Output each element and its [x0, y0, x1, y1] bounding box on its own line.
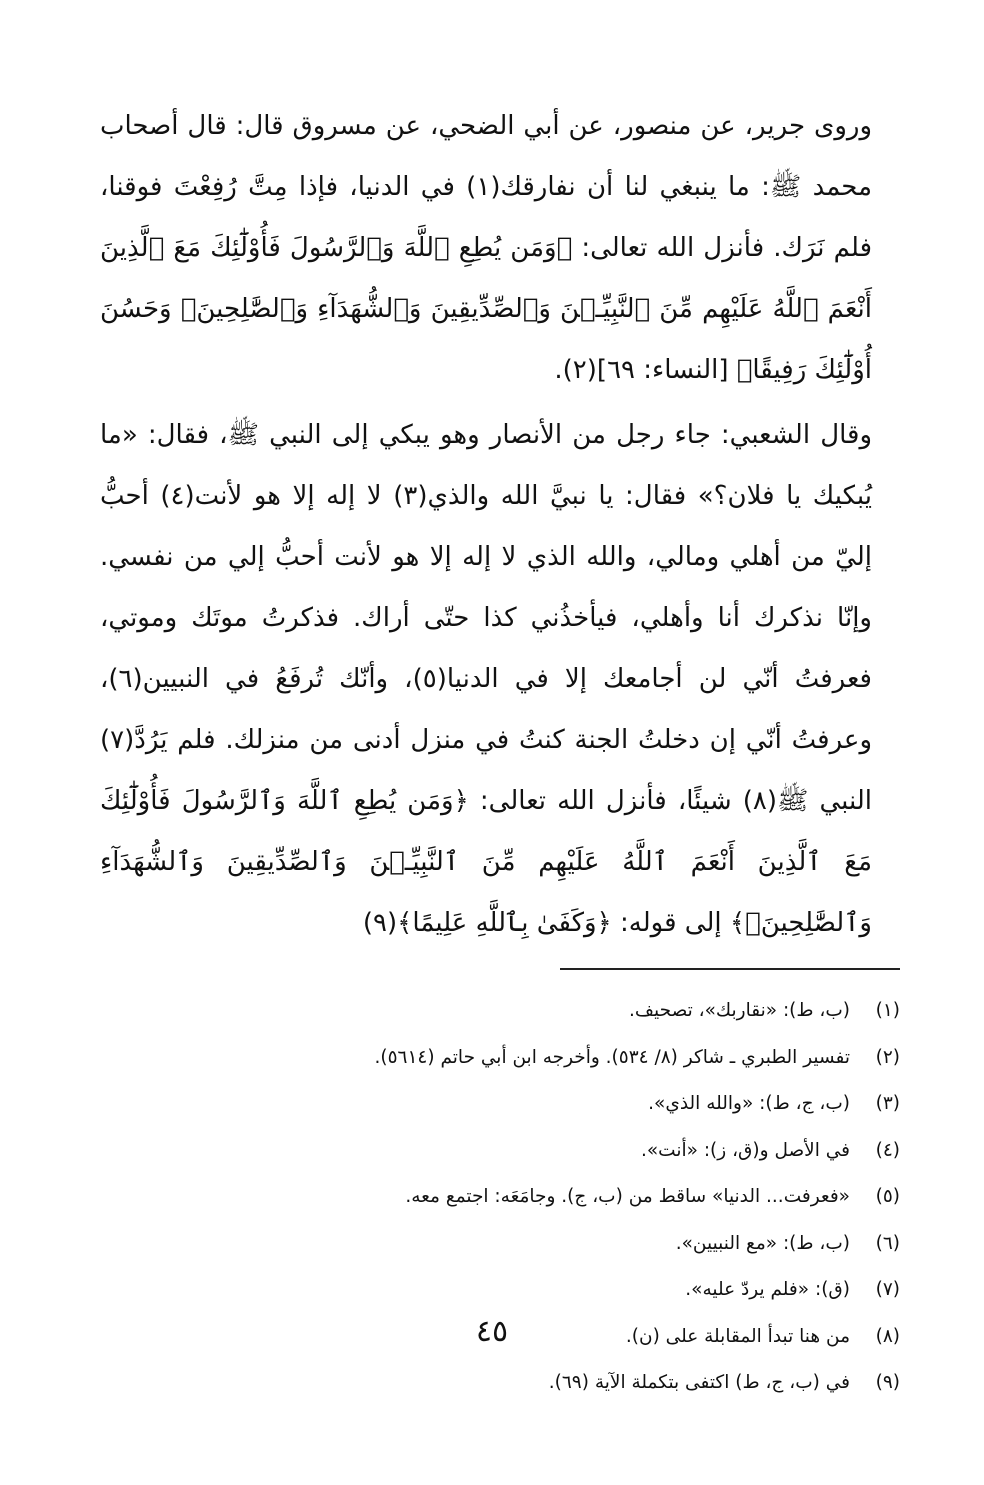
footnote-text: (ب، ط): «مع النبيين».: [675, 1232, 850, 1254]
paragraph-1: وروى جرير، عن منصور، عن أبي الضحي، عن مسروق قال: قال أصحاب محمد ﷺ: ما ينبغي لنا أن نفارقك(١) في الدنيا، فإذا مِتَّ رُفِعْتَ فوقنا، فلم نَرَك. فأنزل الله تعالى: ﴿وَمَن يُطِعِ ٱللَّهَ وَٱلرَّسُولَ فَأُوْلَٰٓئِكَ مَعَ ٱلَّذِينَ أَنْعَمَ ٱللَّهُ عَلَيْهِم مِّنَ ٱلنَّبِيِّـۧنَ وَٱلصِّدِّيقِينَ وَٱلشُّهَدَآءِ وَٱلصَّٰلِحِينَۚ وَحَسُنَ أُوْلَٰٓئِكَ رَفِيقًا﴾ [النساء: ٦٩](٢).: [100, 111, 872, 385]
footnote-text: (ب، ط): «نقاربك»، تصحيف.: [629, 1000, 850, 1021]
footnote-text: من هنا تبدأ المقابلة على (ن).: [625, 1325, 850, 1347]
paragraph-2: وقال الشعبي: جاء رجل من الأنصار وهو يبكي إلى النبي ﷺ، فقال: «ما يُبكيك يا فلان؟» فقال: يا نبيَّ الله والذي(٣) لا إله إلا هو لأنت(٤) أحبُّ إليّ من أهلي ومالي، والله الذي لا إله إلا هو لأنت أحبُّ إلي من نفسي. وإنّا نذكرك أنا وأهلي، فيأخذُني كذا حتّى أراك. فذكرتُ موتَك وموتي، فعرفتُ أنّي لن أجامعك إلا في الدنيا(٥)، وأنّك تُرفَعُ في النبيين(٦)، وعرفتُ أنّي إن دخلتُ الجنة كنتُ في منزل أدنى من منزلك. فلم يَرُدَّ(٧) النبي ﷺ(٨) شيئًا، فأنزل الله تعالى: ﴿وَمَن يُطِعِ ٱللَّهَ وَٱلرَّسُولَ فَأُوْلَٰٓئِكَ مَعَ ٱلَّذِينَ أَنْعَمَ ٱللَّهُ عَلَيْهِم مِّنَ ٱلنَّبِيِّـۧنَ وَٱلصِّدِّيقِينَ وَٱلشُّهَدَآءِ وَٱلصَّٰلِحِينَۚ﴾ إلى قوله: ﴿وَكَفَىٰ بِٱللَّهِ عَلِيمًا﴾(٩): [100, 420, 873, 938]
footnote-5: [100, 1174, 900, 1221]
footnote-4: [100, 1128, 900, 1175]
footnote-3: [100, 1081, 900, 1128]
footnote-number: (٩): [875, 1372, 900, 1393]
page-number: ٤٥: [475, 1314, 509, 1349]
footnote-2: [100, 1035, 900, 1082]
footnote-number: (٤): [875, 1139, 900, 1161]
footnote-number: (١): [875, 1000, 900, 1021]
footnote-1: [100, 988, 900, 1035]
footnote-number: (٦): [875, 1232, 900, 1254]
footnote-text: «فعرفت... الدنيا» ساقط من (ب، ج). وجامَعَه: اجتمع معه.: [405, 1186, 850, 1207]
page-content: [100, 96, 900, 1407]
footnote-number: (٨): [875, 1325, 900, 1347]
footnote-text: (ق): «فلم يردّ عليه».: [685, 1279, 850, 1300]
footnote-6: [100, 1221, 900, 1268]
footnote-number: (٣): [875, 1093, 900, 1114]
footnote-text: في الأصل و(ق، ز): «أنت».: [640, 1139, 850, 1161]
footnote-number: (٧): [875, 1279, 900, 1300]
footnote-text: (ب، ج، ط): «والله الذي».: [648, 1093, 850, 1114]
footnote-9: [100, 1360, 900, 1407]
footnote-divider: [560, 968, 900, 970]
footnote-text: تفسير الطبري ـ شاكر (٨/ ٥٣٤). وأخرجه ابن أبي حاتم (٥٦١٤).: [374, 1046, 850, 1068]
footnote-number: (٢): [875, 1046, 900, 1068]
footnote-text: في (ب، ج، ط) اكتفى بتكملة الآية (٦٩).: [548, 1372, 850, 1393]
footnote-7: [100, 1267, 900, 1314]
footnote-number: (٥): [875, 1186, 900, 1207]
